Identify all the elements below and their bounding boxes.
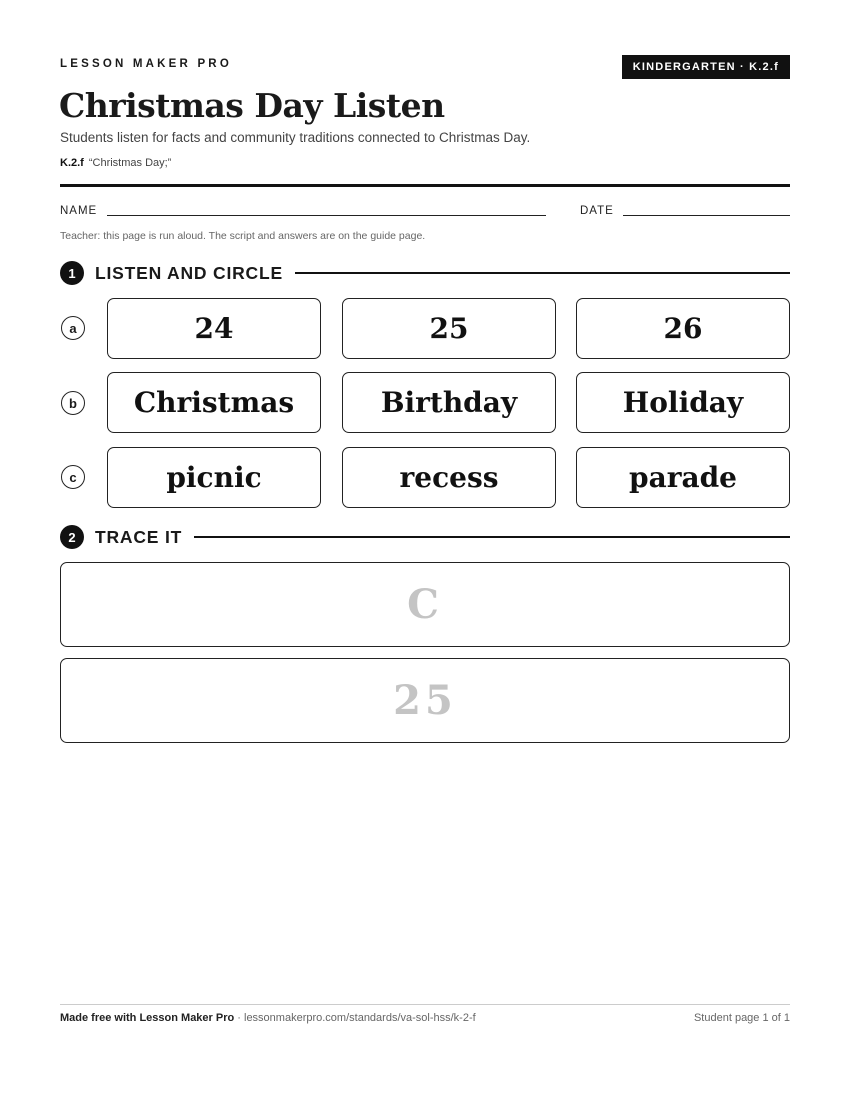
name-field[interactable] (107, 215, 546, 216)
date-label: DATE (580, 205, 614, 217)
header-divider (60, 184, 790, 187)
row-letter-b: b (61, 391, 85, 415)
trace-box-1[interactable]: C (60, 562, 790, 647)
choice-a-1[interactable]: 24 (107, 298, 321, 359)
standard-text: “Christmas Day;” (88, 157, 172, 169)
footer-made-with: Made free with Lesson Maker Pro (60, 1012, 235, 1024)
standard-code: K.2.f (60, 157, 84, 169)
section-trace-it-header (60, 525, 790, 549)
section-number-badge: 1 (60, 261, 84, 285)
footer-credit (60, 1012, 476, 1024)
footer-divider (60, 1004, 790, 1005)
choice-c-1[interactable]: picnic (107, 447, 321, 508)
choice-b-3[interactable]: Holiday (576, 372, 790, 433)
row-letter-a: a (61, 316, 85, 340)
section-rule (194, 536, 790, 538)
brand-name: LESSON MAKER PRO (60, 58, 232, 70)
section-rule (295, 272, 790, 274)
choice-a-2[interactable]: 25 (342, 298, 556, 359)
date-field[interactable] (623, 215, 790, 216)
choice-c-3[interactable]: parade (576, 447, 790, 508)
page-subtitle: Students listen for facts and community traditions connected to Christmas Day. (60, 130, 531, 145)
section-title: LISTEN AND CIRCLE (95, 262, 283, 283)
choice-c-2[interactable]: recess (342, 447, 556, 508)
footer-url: · lessonmakerpro.com/standards/va-sol-hss/k-2-f (234, 1012, 476, 1024)
footer-page-number: Student page 1 of 1 (693, 1012, 790, 1024)
row-letter-c: c (61, 465, 85, 489)
section-listen-and-circle-header (60, 261, 790, 285)
section-number-badge: 2 (60, 525, 84, 549)
trace-box-2[interactable]: 25 (60, 658, 790, 743)
choice-a-3[interactable]: 26 (576, 298, 790, 359)
grade-badge: KINDERGARTEN · K.2.f (622, 55, 790, 79)
choice-b-1[interactable]: Christmas (107, 372, 321, 433)
choice-b-2[interactable]: Birthday (342, 372, 556, 433)
standard-line (60, 157, 171, 169)
section-title: TRACE IT (95, 526, 183, 547)
name-label: NAME (60, 205, 98, 217)
page-title: Christmas Day Listen (59, 86, 445, 125)
teacher-note: Teacher: this page is run aloud. The script and answers are on the guide page. (60, 230, 426, 242)
